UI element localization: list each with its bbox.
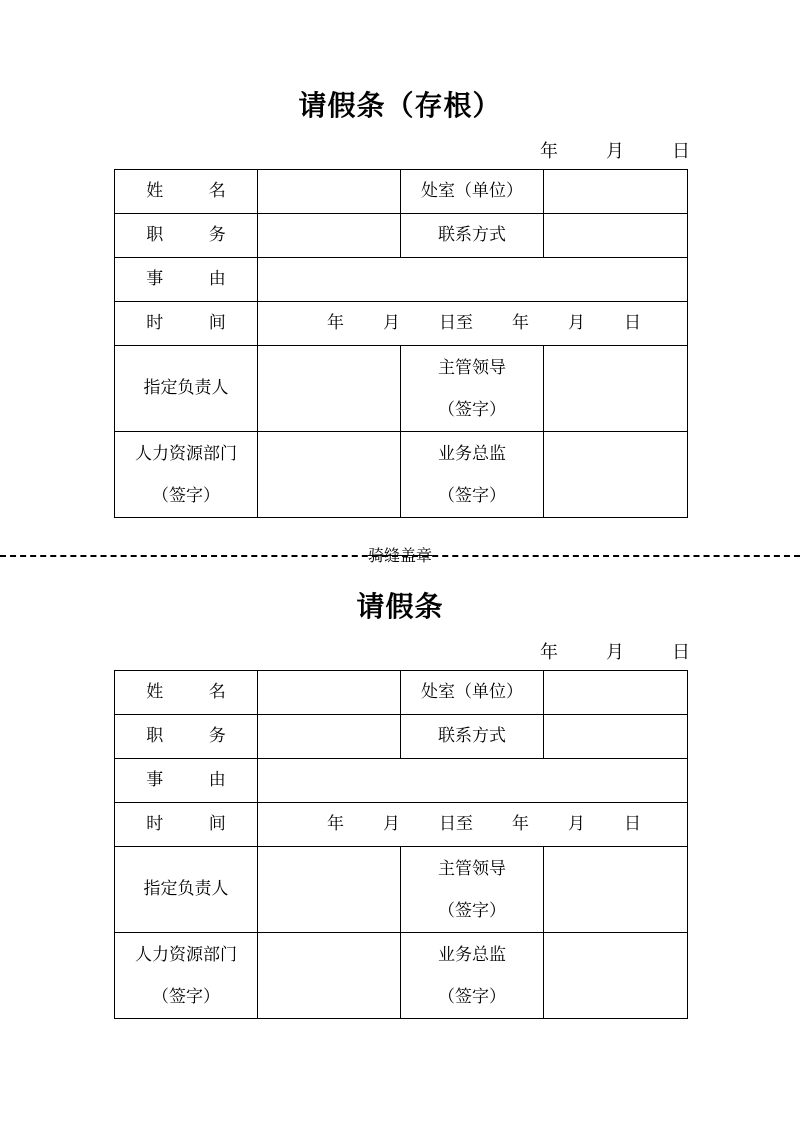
time-end-month: 月 — [568, 313, 585, 333]
designee-field[interactable] — [258, 346, 401, 432]
contact-field[interactable] — [544, 715, 688, 759]
date-day-label: 日 — [672, 141, 690, 162]
perforation-divider — [0, 546, 800, 566]
position-label: 职 务 — [115, 214, 258, 258]
contact-label: 联系方式 — [401, 214, 544, 258]
supervisor-field[interactable] — [544, 847, 688, 933]
leave-table — [114, 670, 688, 1019]
date-year-label: 年 — [540, 141, 558, 162]
reason-label: 事 由 — [115, 258, 258, 302]
time-start-month: 月 — [383, 814, 400, 834]
time-start-year: 年 — [327, 814, 344, 834]
leave-table — [114, 169, 688, 518]
time-end-year: 年 — [512, 313, 529, 333]
form-title: 请假条（存根） — [298, 89, 502, 122]
date-month-label: 月 — [606, 642, 624, 663]
designee-label: 指定负责人 — [115, 847, 258, 933]
time-start-day-to: 日至 — [439, 814, 473, 834]
designee-field[interactable] — [258, 847, 401, 933]
dept-label: 处室（单位） — [401, 671, 544, 715]
date-year-label: 年 — [540, 642, 558, 663]
time-range-field[interactable] — [258, 803, 688, 847]
supervisor-label: 主管领导 （签字） — [401, 346, 544, 432]
position-label: 职 务 — [115, 715, 258, 759]
supervisor-label: 主管领导 （签字） — [401, 847, 544, 933]
time-label: 时 间 — [115, 803, 258, 847]
time-end-day: 日 — [624, 814, 641, 834]
director-field[interactable] — [544, 432, 688, 518]
time-end-day: 日 — [624, 313, 641, 333]
reason-label: 事 由 — [115, 759, 258, 803]
time-range-field[interactable] — [258, 302, 688, 346]
director-label: 业务总监 （签字） — [401, 432, 544, 518]
form-title: 请假条 — [356, 590, 444, 623]
dept-field[interactable] — [544, 671, 688, 715]
reason-field[interactable] — [258, 258, 688, 302]
position-field[interactable] — [258, 715, 401, 759]
time-start-day-to: 日至 — [439, 313, 473, 333]
name-field[interactable] — [258, 170, 401, 214]
seal-label: 骑缝盖章 — [367, 546, 432, 565]
hr-field[interactable] — [258, 432, 401, 518]
position-field[interactable] — [258, 214, 401, 258]
hr-label: 人力资源部门 （签字） — [115, 432, 258, 518]
time-end-year: 年 — [512, 814, 529, 834]
dept-label: 处室（单位） — [401, 170, 544, 214]
director-field[interactable] — [544, 933, 688, 1019]
hr-field[interactable] — [258, 933, 401, 1019]
reason-field[interactable] — [258, 759, 688, 803]
time-end-month: 月 — [568, 814, 585, 834]
name-label: 姓 名 — [115, 170, 258, 214]
director-label: 业务总监 （签字） — [401, 933, 544, 1019]
supervisor-field[interactable] — [544, 346, 688, 432]
form-date — [540, 638, 690, 664]
form-date — [540, 137, 690, 163]
date-day-label: 日 — [672, 642, 690, 663]
dept-field[interactable] — [544, 170, 688, 214]
contact-field[interactable] — [544, 214, 688, 258]
time-label: 时 间 — [115, 302, 258, 346]
contact-label: 联系方式 — [401, 715, 544, 759]
time-start-year: 年 — [327, 313, 344, 333]
hr-label: 人力资源部门 （签字） — [115, 933, 258, 1019]
date-month-label: 月 — [606, 141, 624, 162]
name-field[interactable] — [258, 671, 401, 715]
time-start-month: 月 — [383, 313, 400, 333]
name-label: 姓 名 — [115, 671, 258, 715]
designee-label: 指定负责人 — [115, 346, 258, 432]
